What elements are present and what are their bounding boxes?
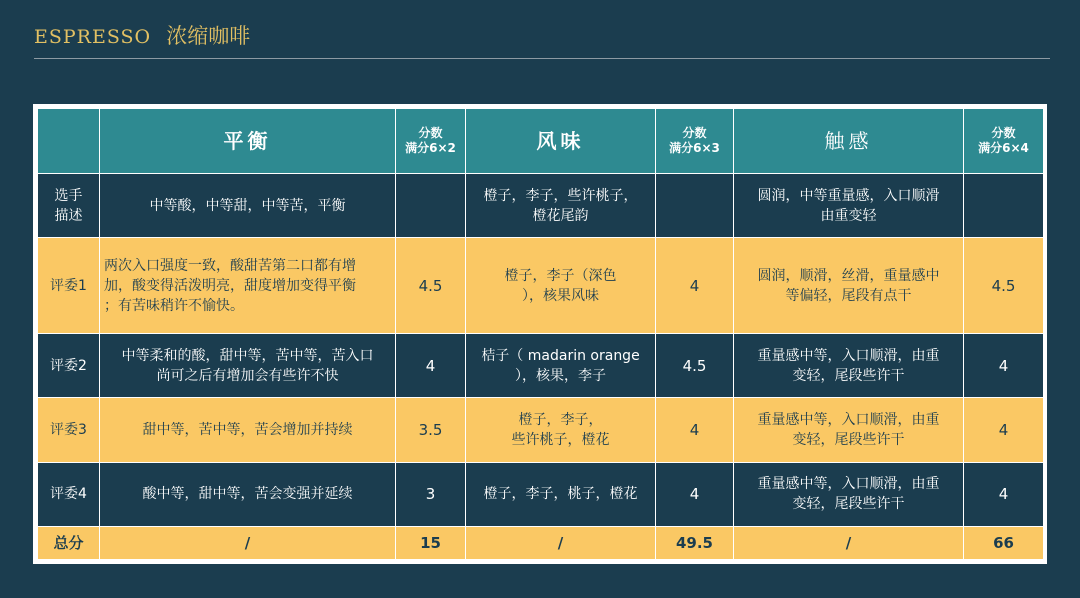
table-row xyxy=(38,398,1044,462)
table-row xyxy=(38,238,1044,334)
mouthfeel-score-cell: 4 xyxy=(964,334,1044,398)
balance-score-cell: 3.5 xyxy=(396,398,466,462)
page-title xyxy=(34,20,250,50)
header-balance: 平衡 xyxy=(100,109,396,174)
flavor-score-cell: 4 xyxy=(656,398,734,462)
total-mouthfeel: / xyxy=(734,527,964,560)
mouthfeel-cell: 重量感中等，入口顺滑，由重 变轻，尾段些许干 xyxy=(734,334,964,398)
balance-cell: 中等柔和的酸，甜中等，苦中等，苦入口 尚可之后有增加会有些许不快 xyxy=(100,334,396,398)
total-balance: / xyxy=(100,527,396,560)
balance-score-cell xyxy=(396,174,466,238)
flavor-cell: 橙子，李子，些许桃子， 橙花尾韵 xyxy=(466,174,656,238)
mouthfeel-cell: 圆润，中等重量感，入口顺滑 由重变轻 xyxy=(734,174,964,238)
header-corner xyxy=(38,109,100,174)
row-label: 评委4 xyxy=(38,462,100,526)
balance-score-cell: 4.5 xyxy=(396,238,466,334)
title-chinese: 浓缩咖啡 xyxy=(166,24,251,48)
header-balance-score: 分数 满分6×2 xyxy=(396,109,466,174)
flavor-score-cell: 4.5 xyxy=(656,334,734,398)
total-mouthfeel-score: 66 xyxy=(964,527,1044,560)
balance-cell: 两次入口强度一致，酸甜苦第二口都有增 加，酸变得活泼明亮，甜度增加变得平衡 ；有苦味稍许不愉快。 xyxy=(100,238,396,334)
flavor-score-cell: 4 xyxy=(656,238,734,334)
mouthfeel-score-cell: 4 xyxy=(964,398,1044,462)
table-row xyxy=(38,462,1044,526)
total-label: 总分 xyxy=(38,527,100,560)
mouthfeel-cell: 圆润，顺滑，丝滑，重量感中 等偏轻，尾段有点干 xyxy=(734,238,964,334)
mouthfeel-score-cell: 4.5 xyxy=(964,238,1044,334)
row-label: 评委3 xyxy=(38,398,100,462)
header-mouthfeel-score: 分数 满分6×4 xyxy=(964,109,1044,174)
balance-cell: 酸中等，甜中等，苦会变强并延续 xyxy=(100,462,396,526)
flavor-score-cell: 4 xyxy=(656,462,734,526)
title-divider xyxy=(34,58,1050,59)
table-row xyxy=(38,174,1044,238)
balance-cell: 甜中等，苦中等，苦会增加并持续 xyxy=(100,398,396,462)
total-flavor-score: 49.5 xyxy=(656,527,734,560)
mouthfeel-cell: 重量感中等，入口顺滑，由重 变轻，尾段些许干 xyxy=(734,398,964,462)
row-label: 评委1 xyxy=(38,238,100,334)
header-flavor-score: 分数 满分6×3 xyxy=(656,109,734,174)
row-label: 评委2 xyxy=(38,334,100,398)
balance-score-cell: 3 xyxy=(396,462,466,526)
title-english: ESPRESSO xyxy=(34,26,152,48)
flavor-cell: 桔子（ madarin orange ），核果，李子 xyxy=(466,334,656,398)
flavor-cell: 橙子，李子（深色 ），核果风味 xyxy=(466,238,656,334)
row-label: 选手 描述 xyxy=(38,174,100,238)
header-mouthfeel: 触感 xyxy=(734,109,964,174)
header-flavor: 风味 xyxy=(466,109,656,174)
score-table xyxy=(37,108,1044,560)
mouthfeel-score-cell xyxy=(964,174,1044,238)
flavor-score-cell xyxy=(656,174,734,238)
balance-score-cell: 4 xyxy=(396,334,466,398)
mouthfeel-cell: 重量感中等，入口顺滑，由重 变轻，尾段些许干 xyxy=(734,462,964,526)
total-balance-score: 15 xyxy=(396,527,466,560)
table-header-row xyxy=(38,109,1044,174)
mouthfeel-score-cell: 4 xyxy=(964,462,1044,526)
total-flavor: / xyxy=(466,527,656,560)
total-row xyxy=(38,527,1044,560)
score-table-frame xyxy=(33,104,1047,564)
flavor-cell: 橙子，李子，桃子，橙花 xyxy=(466,462,656,526)
balance-cell: 中等酸，中等甜，中等苦，平衡 xyxy=(100,174,396,238)
flavor-cell: 橙子，李子， 些许桃子，橙花 xyxy=(466,398,656,462)
table-row xyxy=(38,334,1044,398)
